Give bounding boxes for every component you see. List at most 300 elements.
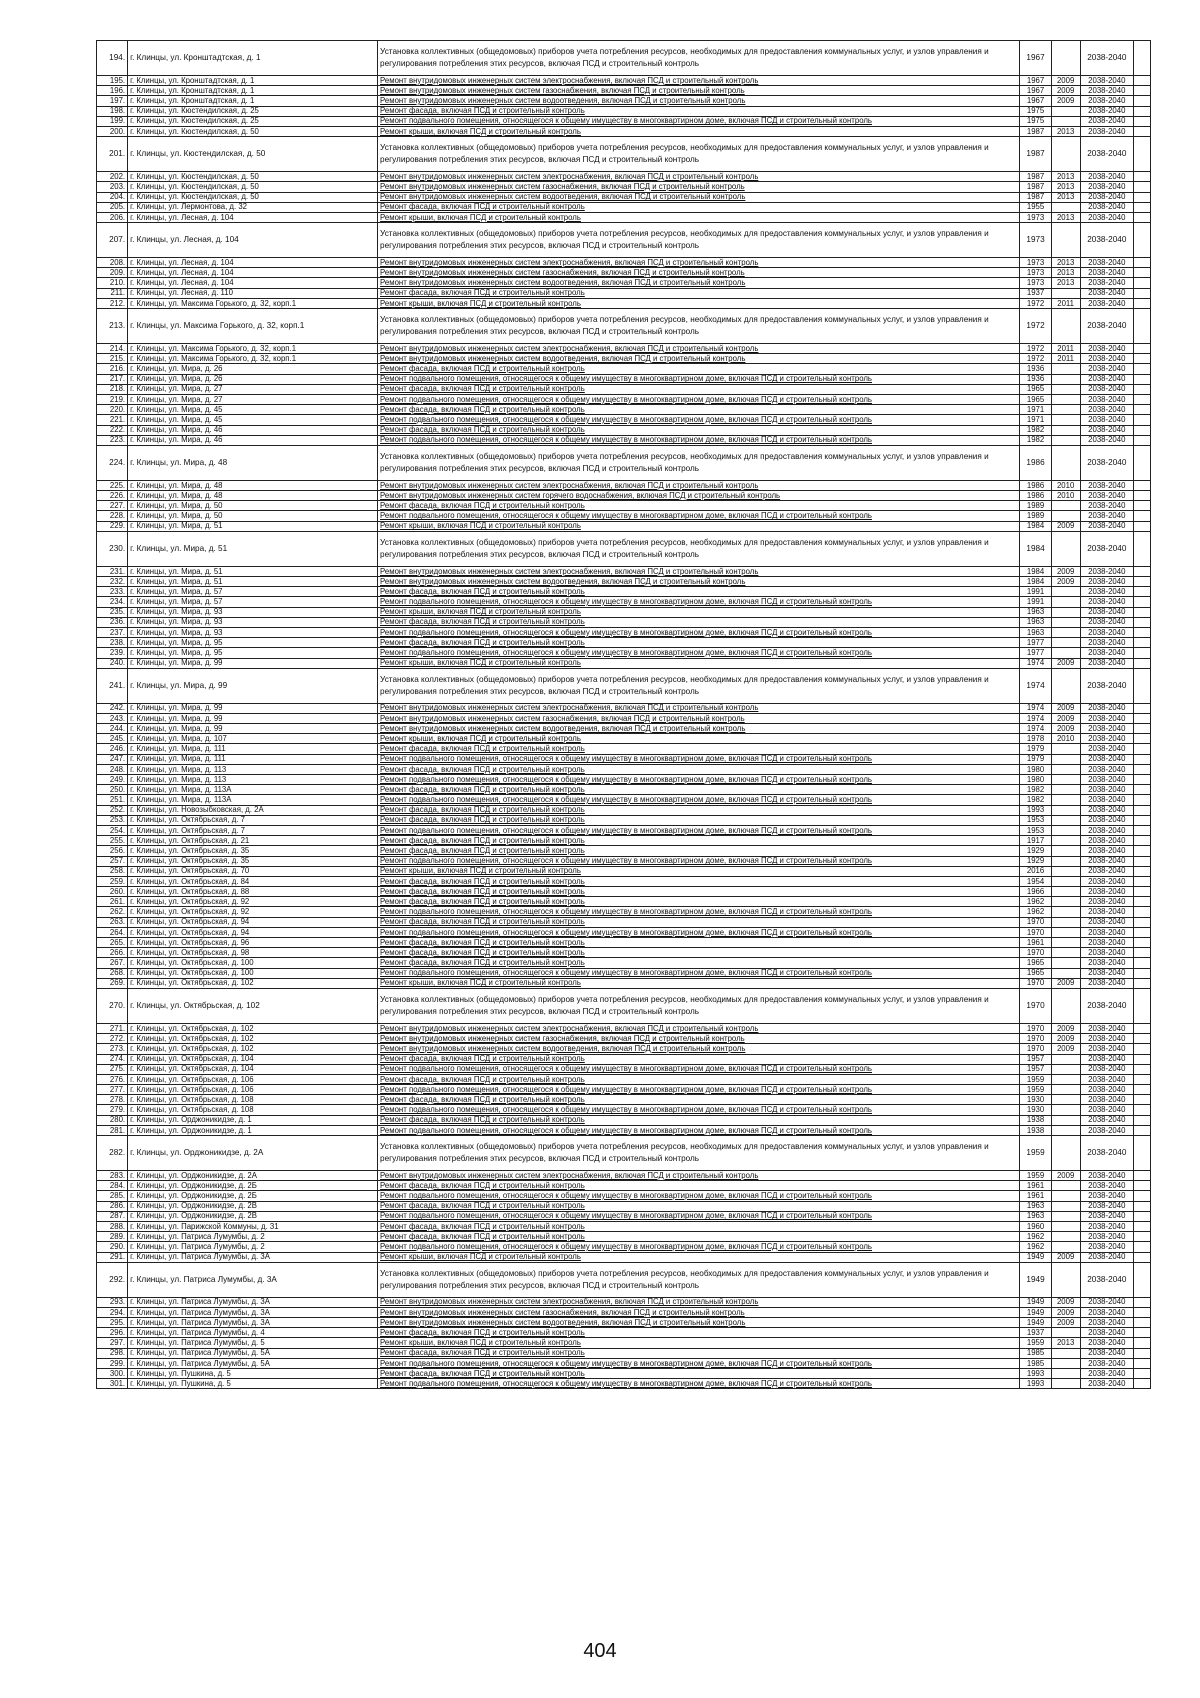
- planned-period-cell: 2038-2040: [1080, 1221, 1133, 1231]
- address-cell: г. Клинцы, ул. Октябрьская, д. 98: [128, 948, 378, 958]
- last-repair-year-cell: 2011: [1051, 344, 1080, 354]
- address-cell: г. Клинцы, ул. Мира, д. 93: [128, 607, 378, 617]
- table-row: [97, 445, 1151, 480]
- work-type-text: Ремонт фасада, включая ПСД и строительный контроль: [380, 1094, 585, 1104]
- build-year-cell: 1967: [1020, 76, 1051, 86]
- work-type-text: Ремонт фасада, включая ПСД и строительный контроль: [380, 500, 585, 510]
- row-number: 225.: [97, 480, 128, 490]
- work-type-text: Ремонт подвального помещения, относящегося к общему имуществу в многоквартирном доме, включая ПСД и строительный контроль: [380, 1378, 872, 1388]
- planned-period-cell: 2038-2040: [1080, 223, 1133, 258]
- extra-cell: [1133, 480, 1150, 490]
- table-row: [97, 866, 1151, 876]
- table-row: [97, 876, 1151, 886]
- planned-period-cell: 2038-2040: [1080, 116, 1133, 126]
- work-type-cell: [378, 1338, 1020, 1348]
- address-cell: г. Клинцы, ул. Октябрьская, д. 35: [128, 846, 378, 856]
- row-number: 289.: [97, 1232, 128, 1242]
- last-repair-year-cell: [1051, 805, 1080, 815]
- work-type-text: Ремонт фасада, включая ПСД и строительный контроль: [380, 1180, 585, 1190]
- address-cell: г. Клинцы, ул. Орджоникидзе, д. 2А: [128, 1171, 378, 1181]
- build-year-cell: 1963: [1020, 1201, 1051, 1211]
- address-cell: г. Клинцы, ул. Мира, д. 46: [128, 435, 378, 445]
- work-type-cell: [378, 1034, 1020, 1044]
- last-repair-year-cell: 2009: [1051, 978, 1080, 988]
- work-type-cell: [378, 597, 1020, 607]
- table-row: [97, 1252, 1151, 1262]
- work-type-cell: Установка коллективных (общедомовых) приборов учета потребления ресурсов, необходимых для предоставления коммунальных услуг, и узлов управления и регулирования потребления этих ресурсов, включая ПСД и строительный контроль: [378, 668, 1020, 703]
- last-repair-year-cell: [1051, 825, 1080, 835]
- last-repair-year-cell: [1051, 587, 1080, 597]
- table-row: [97, 938, 1151, 948]
- last-repair-year-cell: [1051, 1379, 1080, 1389]
- row-number: 244.: [97, 724, 128, 734]
- address-cell: г. Клинцы, ул. Орджоникидзе, д. 2Б: [128, 1191, 378, 1201]
- address-cell: г. Клинцы, ул. Октябрьская, д. 35: [128, 856, 378, 866]
- last-repair-year-cell: 2010: [1051, 491, 1080, 501]
- planned-period-cell: 2038-2040: [1080, 192, 1133, 202]
- last-repair-year-cell: 2009: [1051, 566, 1080, 576]
- build-year-cell: 1974: [1020, 668, 1051, 703]
- work-type-cell: [378, 521, 1020, 531]
- table-row: [97, 212, 1151, 222]
- work-type-text: Ремонт фасада, включая ПСД и строительный контроль: [380, 846, 585, 855]
- work-type-cell: [378, 658, 1020, 668]
- build-year-cell: 1982: [1020, 425, 1051, 435]
- planned-period-cell: 2038-2040: [1080, 927, 1133, 937]
- work-type-cell: [378, 298, 1020, 308]
- work-type-cell: [378, 182, 1020, 192]
- extra-cell: [1133, 278, 1150, 288]
- planned-period-cell: 2038-2040: [1080, 724, 1133, 734]
- work-type-text: Ремонт внутридомовых инженерных систем газоснабжения, включая ПСД и строительный контроль: [380, 267, 745, 277]
- row-number: 250.: [97, 785, 128, 795]
- build-year-cell: 1953: [1020, 815, 1051, 825]
- planned-period-cell: 2038-2040: [1080, 713, 1133, 723]
- work-type-cell: [378, 1201, 1020, 1211]
- work-type-text: Ремонт крыши, включая ПСД и строительный контроль: [380, 658, 581, 668]
- last-repair-year-cell: [1051, 1221, 1080, 1231]
- table-row: [97, 298, 1151, 308]
- planned-period-cell: 2038-2040: [1080, 1328, 1133, 1338]
- address-cell: г. Клинцы, ул. Мира, д. 57: [128, 597, 378, 607]
- last-repair-year-cell: 2009: [1051, 96, 1080, 106]
- address-cell: г. Клинцы, ул. Максима Горького, д. 32, корп.1: [128, 298, 378, 308]
- last-repair-year-cell: 2009: [1051, 521, 1080, 531]
- page-number: 404: [583, 1640, 617, 1662]
- address-cell: г. Клинцы, ул. Максима Горького, д. 32, корп.1: [128, 354, 378, 364]
- address-cell: г. Клинцы, ул. Кюстендилская, д. 50: [128, 172, 378, 182]
- row-number: 282.: [97, 1136, 128, 1171]
- build-year-cell: 1971: [1020, 405, 1051, 415]
- table-row: [97, 587, 1151, 597]
- build-year-cell: 1961: [1020, 938, 1051, 948]
- extra-cell: [1133, 577, 1150, 587]
- work-type-text: Ремонт фасада, включая ПСД и строительный контроль: [380, 637, 585, 647]
- build-year-cell: 1974: [1020, 713, 1051, 723]
- planned-period-cell: 2038-2040: [1080, 938, 1133, 948]
- build-year-cell: 1982: [1020, 795, 1051, 805]
- address-cell: г. Клинцы, ул. Мира, д. 48: [128, 480, 378, 490]
- last-repair-year-cell: [1051, 627, 1080, 637]
- work-type-cell: [378, 887, 1020, 897]
- last-repair-year-cell: [1051, 1262, 1080, 1297]
- extra-cell: [1133, 917, 1150, 927]
- row-number: 201.: [97, 137, 128, 172]
- table-row: [97, 1125, 1151, 1135]
- last-repair-year-cell: [1051, 668, 1080, 703]
- table-row: [97, 607, 1151, 617]
- row-number: 232.: [97, 577, 128, 587]
- address-cell: г. Клинцы, ул. Орджоникидзе, д. 1: [128, 1125, 378, 1135]
- work-type-cell: [378, 785, 1020, 795]
- work-type-text: Ремонт подвального помещения, относящегося к общему имуществу в многоквартирном доме, включая ПСД и строительный контроль: [380, 597, 872, 607]
- planned-period-cell: 2038-2040: [1080, 978, 1133, 988]
- planned-period-cell: 2038-2040: [1080, 425, 1133, 435]
- address-cell: г. Клинцы, ул. Патриса Лумумбы, д. 3А: [128, 1262, 378, 1297]
- address-cell: г. Клинцы, ул. Мира, д. 113: [128, 775, 378, 785]
- address-cell: г. Клинцы, ул. Мира, д. 111: [128, 744, 378, 754]
- table-row: [97, 1307, 1151, 1317]
- work-type-cell: [378, 754, 1020, 764]
- document-sheet: [96, 40, 1151, 1389]
- address-cell: г. Клинцы, ул. Октябрьская, д. 102: [128, 1044, 378, 1054]
- table-row: [97, 1318, 1151, 1328]
- address-cell: г. Клинцы, ул. Мира, д. 113: [128, 764, 378, 774]
- extra-cell: [1133, 988, 1150, 1023]
- build-year-cell: 1970: [1020, 1044, 1051, 1054]
- build-year-cell: 1965: [1020, 384, 1051, 394]
- last-repair-year-cell: 2009: [1051, 86, 1080, 96]
- last-repair-year-cell: [1051, 405, 1080, 415]
- planned-period-cell: 2038-2040: [1080, 405, 1133, 415]
- planned-period-cell: 2038-2040: [1080, 480, 1133, 490]
- extra-cell: [1133, 137, 1150, 172]
- address-cell: г. Клинцы, ул. Лесная, д. 104: [128, 258, 378, 268]
- last-repair-year-cell: [1051, 617, 1080, 627]
- extra-cell: [1133, 1232, 1150, 1242]
- address-cell: г. Клинцы, ул. Мира, д. 113А: [128, 785, 378, 795]
- table-row: [97, 1348, 1151, 1358]
- last-repair-year-cell: [1051, 775, 1080, 785]
- build-year-cell: 1970: [1020, 948, 1051, 958]
- last-repair-year-cell: [1051, 597, 1080, 607]
- work-type-cell: [378, 96, 1020, 106]
- build-year-cell: 1955: [1020, 202, 1051, 212]
- planned-period-cell: 2038-2040: [1080, 815, 1133, 825]
- work-type-cell: [378, 172, 1020, 182]
- address-cell: г. Клинцы, ул. Мира, д. 27: [128, 394, 378, 404]
- address-cell: г. Клинцы, ул. Кюстендилская, д. 50: [128, 192, 378, 202]
- build-year-cell: 1970: [1020, 988, 1051, 1023]
- work-type-text: Ремонт подвального помещения, относящегося к общему имуществу в многоквартирном доме, включая ПСД и строительный контроль: [380, 627, 872, 637]
- address-cell: г. Клинцы, ул. Патриса Лумумбы, д. 4: [128, 1328, 378, 1338]
- address-cell: г. Клинцы, ул. Лесная, д. 110: [128, 288, 378, 298]
- work-type-cell: [378, 405, 1020, 415]
- address-cell: г. Клинцы, ул. Мира, д. 99: [128, 658, 378, 668]
- table-row: [97, 1115, 1151, 1125]
- work-type-text: Ремонт внутридомовых инженерных систем водоотведения, включая ПСД и строительный контроль: [380, 1044, 746, 1053]
- work-type-text: Ремонт фасада, включая ПСД и строительный контроль: [380, 1074, 585, 1084]
- address-cell: г. Клинцы, ул. Мира, д. 107: [128, 734, 378, 744]
- last-repair-year-cell: [1051, 938, 1080, 948]
- extra-cell: [1133, 1181, 1150, 1191]
- extra-cell: [1133, 927, 1150, 937]
- work-type-text: Ремонт фасада, включая ПСД и строительный контроль: [380, 958, 585, 968]
- extra-cell: [1133, 106, 1150, 116]
- last-repair-year-cell: [1051, 511, 1080, 521]
- table-row: [97, 638, 1151, 648]
- extra-cell: [1133, 968, 1150, 978]
- build-year-cell: 1938: [1020, 1115, 1051, 1125]
- row-number: 299.: [97, 1358, 128, 1368]
- work-type-cell: [378, 384, 1020, 394]
- planned-period-cell: 2038-2040: [1080, 1369, 1133, 1379]
- last-repair-year-cell: [1051, 223, 1080, 258]
- work-type-text: Ремонт внутридомовых инженерных систем горячего водоснабжения, включая ПСД и строительный контроль: [380, 490, 781, 500]
- build-year-cell: 1949: [1020, 1297, 1051, 1307]
- work-type-text: Ремонт внутридомовых инженерных систем электроснабжения, включая ПСД и строительный контроль: [380, 257, 759, 267]
- work-type-cell: [378, 76, 1020, 86]
- work-type-text: Ремонт подвального помещения, относящегося к общему имуществу в многоквартирном доме, включая ПСД и строительный контроль: [380, 511, 872, 521]
- planned-period-cell: 2038-2040: [1080, 597, 1133, 607]
- row-number: 210.: [97, 278, 128, 288]
- address-cell: г. Клинцы, ул. Октябрьская, д. 70: [128, 866, 378, 876]
- address-cell: г. Клинцы, ул. Пушкина, д. 5: [128, 1379, 378, 1389]
- planned-period-cell: 2038-2040: [1080, 435, 1133, 445]
- planned-period-cell: 2038-2040: [1080, 374, 1133, 384]
- build-year-cell: 1960: [1020, 1221, 1051, 1231]
- extra-cell: [1133, 1125, 1150, 1135]
- extra-cell: [1133, 734, 1150, 744]
- address-cell: г. Клинцы, ул. Мира, д. 46: [128, 425, 378, 435]
- planned-period-cell: 2038-2040: [1080, 1064, 1133, 1074]
- address-cell: г. Клинцы, ул. Мира, д. 48: [128, 491, 378, 501]
- row-number: 197.: [97, 96, 128, 106]
- address-cell: г. Клинцы, ул. Октябрьская, д. 100: [128, 968, 378, 978]
- extra-cell: [1133, 587, 1150, 597]
- row-number: 267.: [97, 958, 128, 968]
- address-cell: г. Клинцы, ул. Кюстендилская, д. 50: [128, 126, 378, 136]
- row-number: 228.: [97, 511, 128, 521]
- work-type-cell: [378, 1054, 1020, 1064]
- last-repair-year-cell: [1051, 988, 1080, 1023]
- row-number: 222.: [97, 425, 128, 435]
- build-year-cell: 1949: [1020, 1307, 1051, 1317]
- row-number: 218.: [97, 384, 128, 394]
- work-type-text: Ремонт внутридомовых инженерных систем электроснабжения, включая ПСД и строительный контроль: [380, 566, 759, 576]
- work-type-text: Ремонт фасада, включая ПСД и строительный контроль: [380, 1221, 585, 1231]
- work-type-cell: [378, 648, 1020, 658]
- build-year-cell: 1961: [1020, 1191, 1051, 1201]
- build-year-cell: 1971: [1020, 415, 1051, 425]
- table-row: [97, 126, 1151, 136]
- last-repair-year-cell: [1051, 1115, 1080, 1125]
- table-row: [97, 815, 1151, 825]
- planned-period-cell: 2038-2040: [1080, 1318, 1133, 1328]
- row-number: 195.: [97, 76, 128, 86]
- last-repair-year-cell: [1051, 1074, 1080, 1084]
- row-number: 256.: [97, 846, 128, 856]
- extra-cell: [1133, 1252, 1150, 1262]
- work-type-text: Ремонт внутридомовых инженерных систем электроснабжения, включая ПСД и строительный контроль: [380, 1297, 759, 1307]
- table-row: [97, 927, 1151, 937]
- table-body: [97, 41, 1151, 1389]
- build-year-cell: 1982: [1020, 785, 1051, 795]
- table-row: [97, 1136, 1151, 1171]
- extra-cell: [1133, 1171, 1150, 1181]
- work-type-cell: [378, 734, 1020, 744]
- build-year-cell: 1967: [1020, 41, 1051, 76]
- planned-period-cell: 2038-2040: [1080, 907, 1133, 917]
- last-repair-year-cell: [1051, 1358, 1080, 1368]
- extra-cell: [1133, 268, 1150, 278]
- row-number: 248.: [97, 764, 128, 774]
- work-type-text: Ремонт внутридомовых инженерных систем газоснабжения, включая ПСД и строительный контроль: [380, 1307, 745, 1317]
- address-cell: г. Клинцы, ул. Патриса Лумумбы, д. 2: [128, 1242, 378, 1252]
- row-number: 242.: [97, 703, 128, 713]
- row-number: 199.: [97, 116, 128, 126]
- row-number: 268.: [97, 968, 128, 978]
- extra-cell: [1133, 703, 1150, 713]
- planned-period-cell: 2038-2040: [1080, 836, 1133, 846]
- last-repair-year-cell: 2011: [1051, 354, 1080, 364]
- planned-period-cell: 2038-2040: [1080, 415, 1133, 425]
- planned-period-cell: 2038-2040: [1080, 1297, 1133, 1307]
- planned-period-cell: 2038-2040: [1080, 1054, 1133, 1064]
- planned-period-cell: 2038-2040: [1080, 887, 1133, 897]
- planned-period-cell: 2038-2040: [1080, 309, 1133, 344]
- extra-cell: [1133, 1074, 1150, 1084]
- table-row: [97, 617, 1151, 627]
- planned-period-cell: 2038-2040: [1080, 638, 1133, 648]
- address-cell: г. Клинцы, ул. Парижской Коммуны, д. 31: [128, 1221, 378, 1231]
- last-repair-year-cell: [1051, 764, 1080, 774]
- last-repair-year-cell: 2009: [1051, 658, 1080, 668]
- work-type-text: Ремонт фасада, включая ПСД и строительный контроль: [380, 1327, 585, 1337]
- planned-period-cell: 2038-2040: [1080, 1105, 1133, 1115]
- work-type-text: Ремонт внутридомовых инженерных систем газоснабжения, включая ПСД и строительный контроль: [380, 1033, 745, 1043]
- planned-period-cell: 2038-2040: [1080, 76, 1133, 86]
- row-number: 234.: [97, 597, 128, 607]
- work-type-text: Ремонт внутридомовых инженерных систем водоотведения, включая ПСД и строительный контроль: [380, 353, 746, 363]
- extra-cell: [1133, 96, 1150, 106]
- work-type-text: Ремонт фасада, включая ПСД и строительный контроль: [380, 586, 585, 596]
- address-cell: г. Клинцы, ул. Октябрьская, д. 106: [128, 1085, 378, 1095]
- row-number: 196.: [97, 86, 128, 96]
- work-type-cell: [378, 1318, 1020, 1328]
- table-row: [97, 116, 1151, 126]
- row-number: 285.: [97, 1191, 128, 1201]
- extra-cell: [1133, 638, 1150, 648]
- last-repair-year-cell: 2013: [1051, 258, 1080, 268]
- row-number: 200.: [97, 126, 128, 136]
- build-year-cell: 1965: [1020, 968, 1051, 978]
- work-type-text: Ремонт подвального помещения, относящегося к общему имуществу в многоквартирном доме, включая ПСД и строительный контроль: [380, 795, 872, 805]
- planned-period-cell: 2038-2040: [1080, 1307, 1133, 1317]
- build-year-cell: 1929: [1020, 856, 1051, 866]
- table-row: [97, 425, 1151, 435]
- table-row: [97, 137, 1151, 172]
- extra-cell: [1133, 1348, 1150, 1358]
- extra-cell: [1133, 668, 1150, 703]
- address-cell: г. Клинцы, ул. Мира, д. 51: [128, 531, 378, 566]
- last-repair-year-cell: [1051, 1232, 1080, 1242]
- work-type-text: Ремонт подвального помещения, относящегося к общему имуществу в многоквартирном доме, включая ПСД и строительный контроль: [380, 856, 872, 866]
- build-year-cell: 1970: [1020, 1023, 1051, 1033]
- last-repair-year-cell: [1051, 445, 1080, 480]
- planned-period-cell: 2038-2040: [1080, 775, 1133, 785]
- table-row: [97, 405, 1151, 415]
- build-year-cell: 1957: [1020, 1054, 1051, 1064]
- address-cell: г. Клинцы, ул. Патриса Лумумбы, д. 3А: [128, 1252, 378, 1262]
- build-year-cell: 1963: [1020, 617, 1051, 627]
- extra-cell: [1133, 658, 1150, 668]
- work-type-cell: [378, 1064, 1020, 1074]
- planned-period-cell: 2038-2040: [1080, 917, 1133, 927]
- table-row: [97, 202, 1151, 212]
- last-repair-year-cell: [1051, 1105, 1080, 1115]
- work-type-text: Ремонт фасада, включая ПСД и строительный контроль: [380, 805, 585, 815]
- planned-period-cell: 2038-2040: [1080, 617, 1133, 627]
- build-year-cell: 1962: [1020, 1232, 1051, 1242]
- planned-period-cell: 2038-2040: [1080, 1338, 1133, 1348]
- row-number: 217.: [97, 374, 128, 384]
- work-type-cell: [378, 511, 1020, 521]
- extra-cell: [1133, 172, 1150, 182]
- extra-cell: [1133, 425, 1150, 435]
- row-number: 204.: [97, 192, 128, 202]
- last-repair-year-cell: [1051, 41, 1080, 76]
- table-row: [97, 1034, 1151, 1044]
- address-cell: г. Клинцы, ул. Октябрьская, д. 102: [128, 1023, 378, 1033]
- extra-cell: [1133, 1023, 1150, 1033]
- table-row: [97, 1181, 1151, 1191]
- table-row: [97, 364, 1151, 374]
- build-year-cell: 1987: [1020, 192, 1051, 202]
- table-row: [97, 415, 1151, 425]
- build-year-cell: 1984: [1020, 521, 1051, 531]
- work-type-cell: [378, 1328, 1020, 1338]
- row-number: 259.: [97, 876, 128, 886]
- row-number: 240.: [97, 658, 128, 668]
- planned-period-cell: 2038-2040: [1080, 354, 1133, 364]
- last-repair-year-cell: 2009: [1051, 76, 1080, 86]
- row-number: 227.: [97, 501, 128, 511]
- address-cell: г. Клинцы, ул. Мира, д. 99: [128, 668, 378, 703]
- table-row: [97, 1379, 1151, 1389]
- extra-cell: [1133, 907, 1150, 917]
- work-type-cell: [378, 968, 1020, 978]
- table-row: [97, 1328, 1151, 1338]
- last-repair-year-cell: [1051, 1064, 1080, 1074]
- address-cell: г. Клинцы, ул. Октябрьская, д. 108: [128, 1105, 378, 1115]
- work-type-text: Ремонт внутридомовых инженерных систем электроснабжения, включая ПСД и строительный контроль: [380, 75, 759, 85]
- work-type-text: Ремонт фасада, включая ПСД и строительный контроль: [380, 947, 585, 957]
- extra-cell: [1133, 309, 1150, 344]
- table-row: [97, 978, 1151, 988]
- table-row: [97, 1085, 1151, 1095]
- row-number: 247.: [97, 754, 128, 764]
- row-number: 293.: [97, 1297, 128, 1307]
- table-row: [97, 192, 1151, 202]
- extra-cell: [1133, 805, 1150, 815]
- last-repair-year-cell: [1051, 394, 1080, 404]
- work-type-cell: [378, 566, 1020, 576]
- table-row: [97, 1211, 1151, 1221]
- planned-period-cell: 2038-2040: [1080, 1023, 1133, 1033]
- build-year-cell: 1987: [1020, 172, 1051, 182]
- last-repair-year-cell: [1051, 425, 1080, 435]
